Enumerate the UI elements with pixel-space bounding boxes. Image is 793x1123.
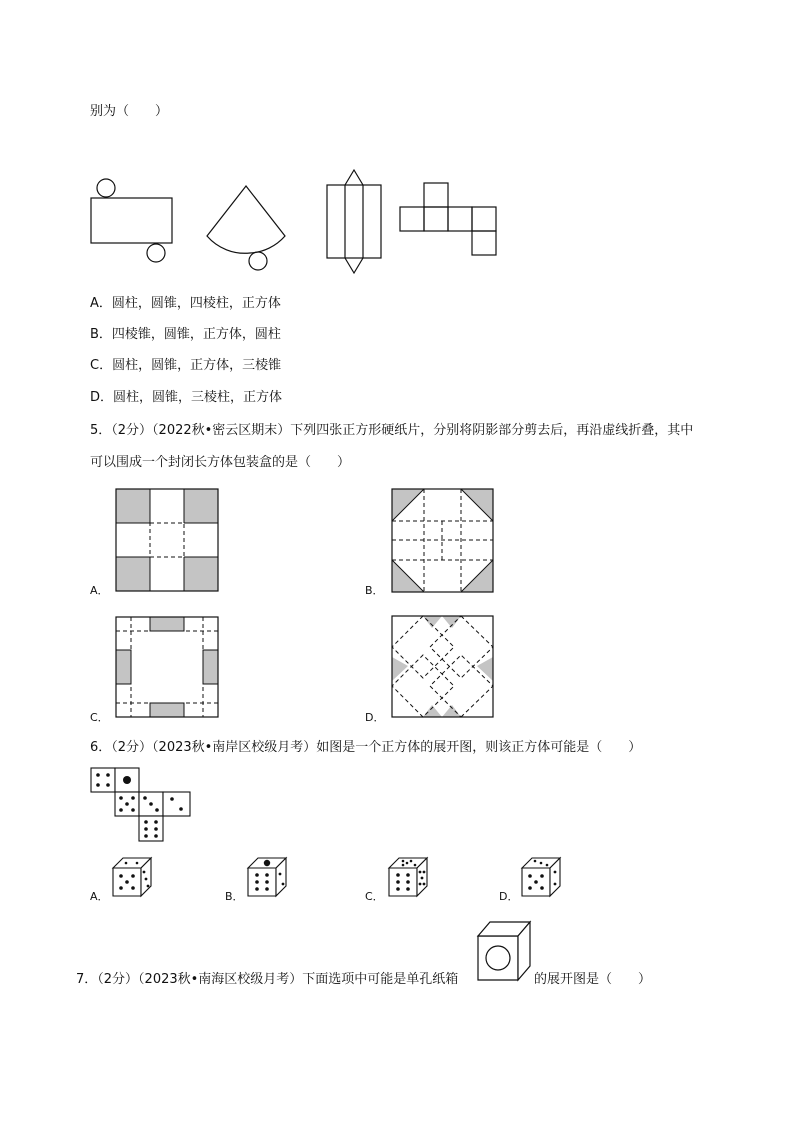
q5-label-d[interactable]: D． — [365, 711, 385, 724]
q5-label-c[interactable]: C． — [90, 711, 109, 724]
q5-label-b[interactable]: B． — [365, 584, 384, 597]
q4-option-c[interactable]: C．圆柱，圆锥，正方体，三棱锥 — [90, 358, 282, 373]
q7-stem-b: 的展开图是（ ） — [534, 972, 652, 987]
q4-stem-tail: 别为（ ） — [90, 104, 169, 119]
q5-label-a[interactable]: A． — [90, 584, 109, 597]
q6-label-d[interactable]: D． — [499, 890, 519, 903]
q4-option-b[interactable]: B．四棱锥，圆锥，正方体，圆柱 — [90, 327, 281, 342]
q4-option-d[interactable]: D．圆柱，圆锥，三棱柱，正方体 — [90, 390, 283, 405]
q6-label-c[interactable]: C． — [365, 890, 384, 903]
q5-stem-line2: 可以围成一个封闭长方体包装盒的是（ ） — [90, 455, 351, 470]
q6-label-a[interactable]: A． — [90, 890, 109, 903]
q4-option-a[interactable]: A．圆柱，圆锥，四棱柱，正方体 — [90, 296, 281, 311]
q5-stem-line1: 5．（2分）（2022秋•密云区期末）下列四张正方形硬纸片，分别将阴影部分剪去后，再沿虚线折叠，其中 — [90, 423, 694, 438]
q6-stem: 6．（2分）（2023秋•南岸区校级月考）如图是一个正方体的展开图，则该正方体可能是（ ） — [90, 740, 642, 755]
q6-label-b[interactable]: B． — [225, 890, 244, 903]
q7-stem-a: 7．（2分）（2023秋•南海区校级月考）下面选项中可能是单孔纸箱 — [76, 972, 459, 987]
